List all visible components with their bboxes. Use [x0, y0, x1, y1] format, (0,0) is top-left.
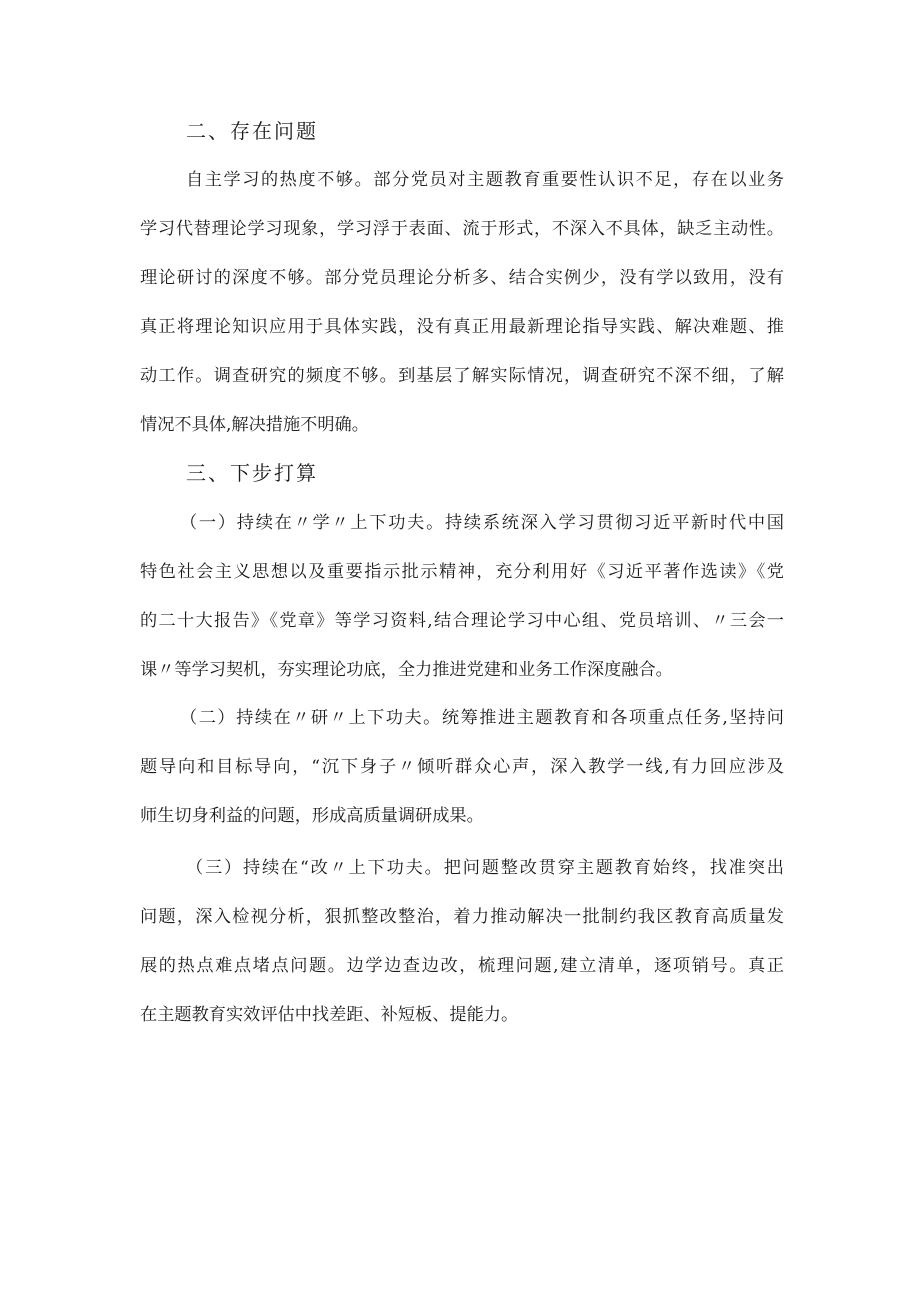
paragraph-line: 情况不具体,解决措施不明确。: [140, 415, 369, 435]
paragraph-line: 学习代替理论学习现象，学习浮于表面、流于形式，不深入不具体，缺乏主动性。: [140, 219, 784, 239]
paragraph-line: 真正将理论知识应用于具体实践，没有真正用最新理论指导实践、解决难题、推: [140, 317, 784, 337]
paragraph-line: 自主学习的热度不够。部分党员对主题教育重要性认识不足，存在以业务: [186, 170, 784, 190]
item-3-line: （三）持续在“改〃上下功夫。把问题整改贯穿主题教育始终，找准突出: [186, 858, 784, 878]
item-3-line: 问题，深入检视分析，狠抓整改整治，着力推动解决一批制约我区教育高质量发: [140, 907, 784, 927]
item-1-line: 的二十大报告》《党章》等学习资料,结合理论学习中心组、党员培训、〃三会一: [140, 611, 784, 631]
item-2-line: 师生切身利益的问题，形成高质量调研成果。: [140, 806, 484, 826]
item-2-line: （二）持续在〃研〃上下功夫。统筹推进主题教育和各项重点任务,坚持问: [180, 708, 784, 728]
item-1-line: 特色社会主义思想以及重要指示批示精神，充分利用好《习近平著作选读》《党: [140, 562, 784, 582]
item-1-line: 课〃等学习契机，夯实理论功底，全力推进党建和业务工作深度融合。: [140, 660, 673, 680]
paragraph-line: 理论研讨的深度不够。部分党员理论分析多、结合实例少，没有学以致用，没有: [140, 268, 784, 288]
paragraph-line: 动工作。调查研究的频度不够。到基层了解实际情况，调查研究不深不细，了解: [140, 366, 784, 386]
section-heading-problems: 二、存在问题: [186, 119, 318, 143]
item-1-line: （一）持续在〃学〃上下功夫。持续系统深入学习贯彻习近平新时代中国: [180, 513, 784, 533]
item-3-line: 展的热点难点堵点问题。边学边查边改，梳理问题,建立清单，逐项销号。真正: [140, 956, 784, 976]
section-heading-next-steps: 三、下步打算: [186, 461, 318, 485]
item-2-line: 题导向和目标导向，“沉下身子〃倾听群众心声，深入教学一线,有力回应涉及: [140, 757, 784, 777]
item-3-line: 在主题教育实效评估中找差距、补短板、提能力。: [140, 1005, 519, 1025]
